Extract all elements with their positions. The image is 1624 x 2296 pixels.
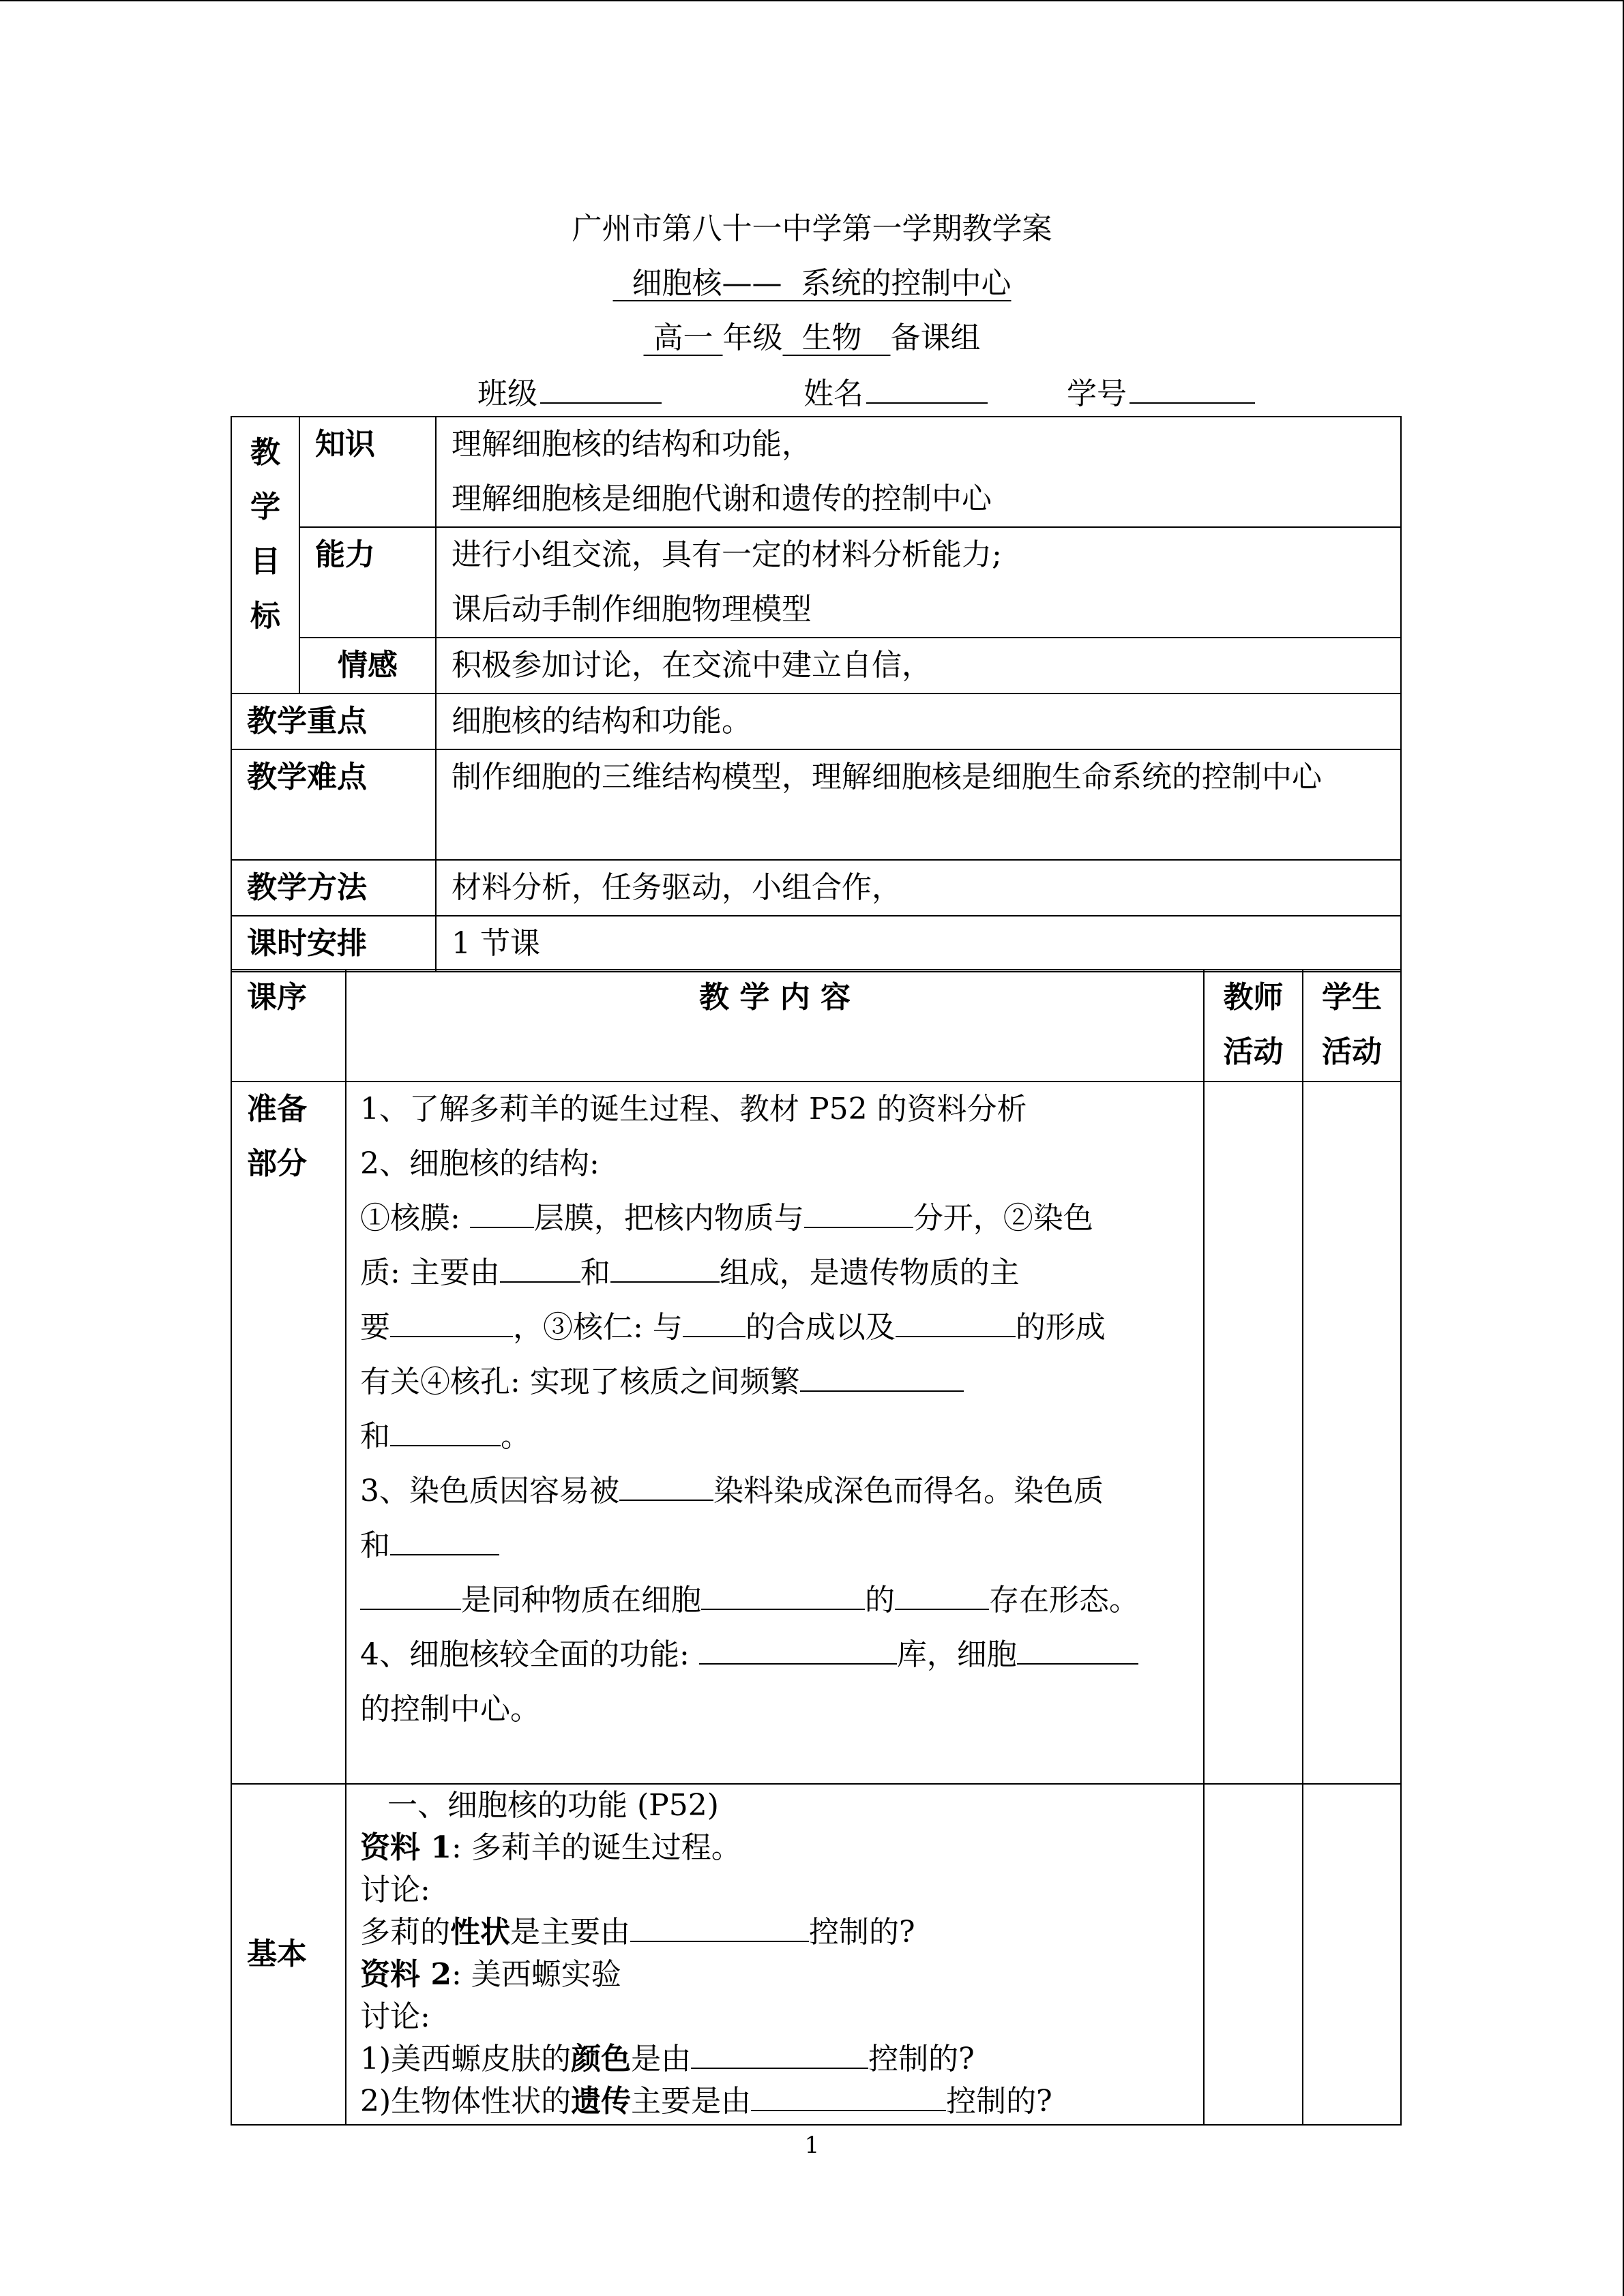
objectives-main-label: 教 学 目 标 — [231, 417, 299, 694]
prep-item-4-line-2: 的控制中心。 — [360, 1692, 540, 1727]
basic-heading: 一、细胞核的功能 (P52) — [387, 1788, 719, 1823]
prep-structure-line-3: 要 ，③核仁: 与 的合成以及 的形成 — [360, 1300, 1203, 1355]
grade-value: 高一 — [653, 320, 713, 355]
prep-structure-line-1: ①核膜: 层膜，把核内物质与 分开，②染色 — [360, 1191, 1203, 1246]
blank[interactable] — [610, 1250, 720, 1283]
emotion-text: 积极参加讨论，在交流中建立自信， — [436, 638, 1401, 694]
question-3: 2)生物体性状的遗传主要是由 控制的? — [360, 2084, 1052, 2119]
knowledge-label: 知识 — [299, 417, 436, 527]
student-id-field[interactable]: 学号 — [1067, 374, 1255, 415]
basic-student-cell — [1303, 1784, 1401, 2125]
question-1: 多莉的性状是主要由 控制的? — [360, 1915, 915, 1950]
ability-text: 进行小组交流，具有一定的材料分析能力; 课后动手制作细胞物理模型 — [436, 527, 1401, 638]
page-top-border — [0, 0, 1624, 1]
prep-label: 准备 部分 — [231, 1082, 346, 1784]
discuss-2: 讨论: — [360, 1999, 430, 2034]
blank[interactable] — [751, 2083, 946, 2111]
prep-structure-line-2: 质: 主要由 和 组成，是遗传物质的主 — [360, 1246, 1203, 1300]
schedule-text: 1 节课 — [436, 916, 1401, 972]
content-header: 教 学 内 容 — [346, 970, 1204, 1082]
blank[interactable] — [630, 1913, 809, 1942]
prep-item-1: 1、了解多莉羊的诞生过程、教材 P52 的资料分析 — [360, 1092, 1027, 1127]
blank[interactable] — [360, 1577, 461, 1610]
blank[interactable] — [683, 1304, 745, 1337]
blank[interactable] — [390, 1304, 513, 1337]
focus-text: 细胞核的结构和功能。 — [436, 694, 1401, 749]
basic-content — [346, 1784, 1204, 2125]
blank[interactable] — [701, 1577, 865, 1610]
prep-student-cell — [1303, 1082, 1401, 1784]
prep-item-2: 2、细胞核的结构: — [360, 1146, 600, 1181]
blank[interactable] — [896, 1304, 1016, 1337]
prep-content — [346, 1082, 1204, 1784]
blank[interactable] — [500, 1250, 580, 1283]
ability-label: 能力 — [299, 527, 436, 638]
grade-subject-line: 高一 年级 生物 备课组 — [0, 318, 1624, 359]
blank[interactable] — [619, 1468, 713, 1501]
order-header: 课序 — [231, 970, 346, 1082]
prep-item-3-line-2: 和 — [360, 1519, 1203, 1573]
difficulty-label: 教学难点 — [231, 749, 436, 860]
name-field[interactable]: 姓名 — [803, 374, 988, 415]
school-title: 广州市第八十一中学第一学期教学案 — [572, 211, 1052, 246]
blank[interactable] — [470, 1195, 534, 1228]
schedule-label: 课时安排 — [231, 916, 436, 972]
blank[interactable] — [804, 1195, 913, 1228]
basic-teacher-cell — [1204, 1784, 1303, 2125]
prep-teacher-cell — [1204, 1082, 1303, 1784]
lesson-title-text: 细胞核—— 系统的控制中心 — [632, 266, 1012, 301]
question-2: 1)美西螈皮肤的颜色是由 控制的? — [360, 2042, 975, 2076]
prep-structure-line-5: 和 。 — [360, 1410, 1203, 1464]
page-number: 1 — [804, 2132, 820, 2159]
prep-item-3-line-1: 3、染色质因容易被 染料染成深色而得名。染色质 — [360, 1464, 1203, 1519]
blank[interactable] — [390, 1523, 499, 1555]
objectives-table — [231, 416, 1402, 972]
student-activity-header: 学生 活动 — [1303, 970, 1401, 1082]
class-field[interactable]: 班级 — [477, 374, 662, 415]
emotion-label: 情感 — [299, 638, 436, 694]
teacher-activity-header: 教师 活动 — [1204, 970, 1303, 1082]
material-2: 资料 2: 美西螈实验 — [360, 1957, 621, 1992]
blank[interactable] — [691, 2040, 868, 2069]
prep-item-3-line-3: 是同种物质在细胞 的 存在形态。 — [360, 1573, 1203, 1628]
discuss-1: 讨论: — [360, 1873, 430, 1907]
method-label: 教学方法 — [231, 860, 436, 916]
subject-value: 生物 — [801, 320, 862, 355]
focus-label: 教学重点 — [231, 694, 436, 749]
content-table — [231, 969, 1402, 2126]
knowledge-text: 理解细胞核的结构和功能， 理解细胞核是细胞代谢和遗传的控制中心 — [436, 417, 1401, 527]
prep-structure-line-4: 有关④核孔: 实现了核质之间频繁 — [360, 1355, 1203, 1410]
lesson-title — [0, 263, 1624, 304]
blank[interactable] — [1017, 1632, 1138, 1665]
blank[interactable] — [390, 1414, 501, 1446]
prep-item-4-line-1: 4、细胞核较全面的功能: 库，细胞 — [360, 1628, 1203, 1682]
method-text: 材料分析，任务驱动，小组合作， — [436, 860, 1401, 916]
blank[interactable] — [800, 1359, 964, 1392]
difficulty-text: 制作细胞的三维结构模型，理解细胞核是细胞生命系统的控制中心 — [436, 749, 1401, 860]
blank[interactable] — [895, 1577, 989, 1610]
basic-label: 基本 — [231, 1784, 346, 2125]
material-1: 资料 1: 多莉羊的诞生过程。 — [360, 1830, 741, 1865]
blank[interactable] — [699, 1632, 897, 1665]
